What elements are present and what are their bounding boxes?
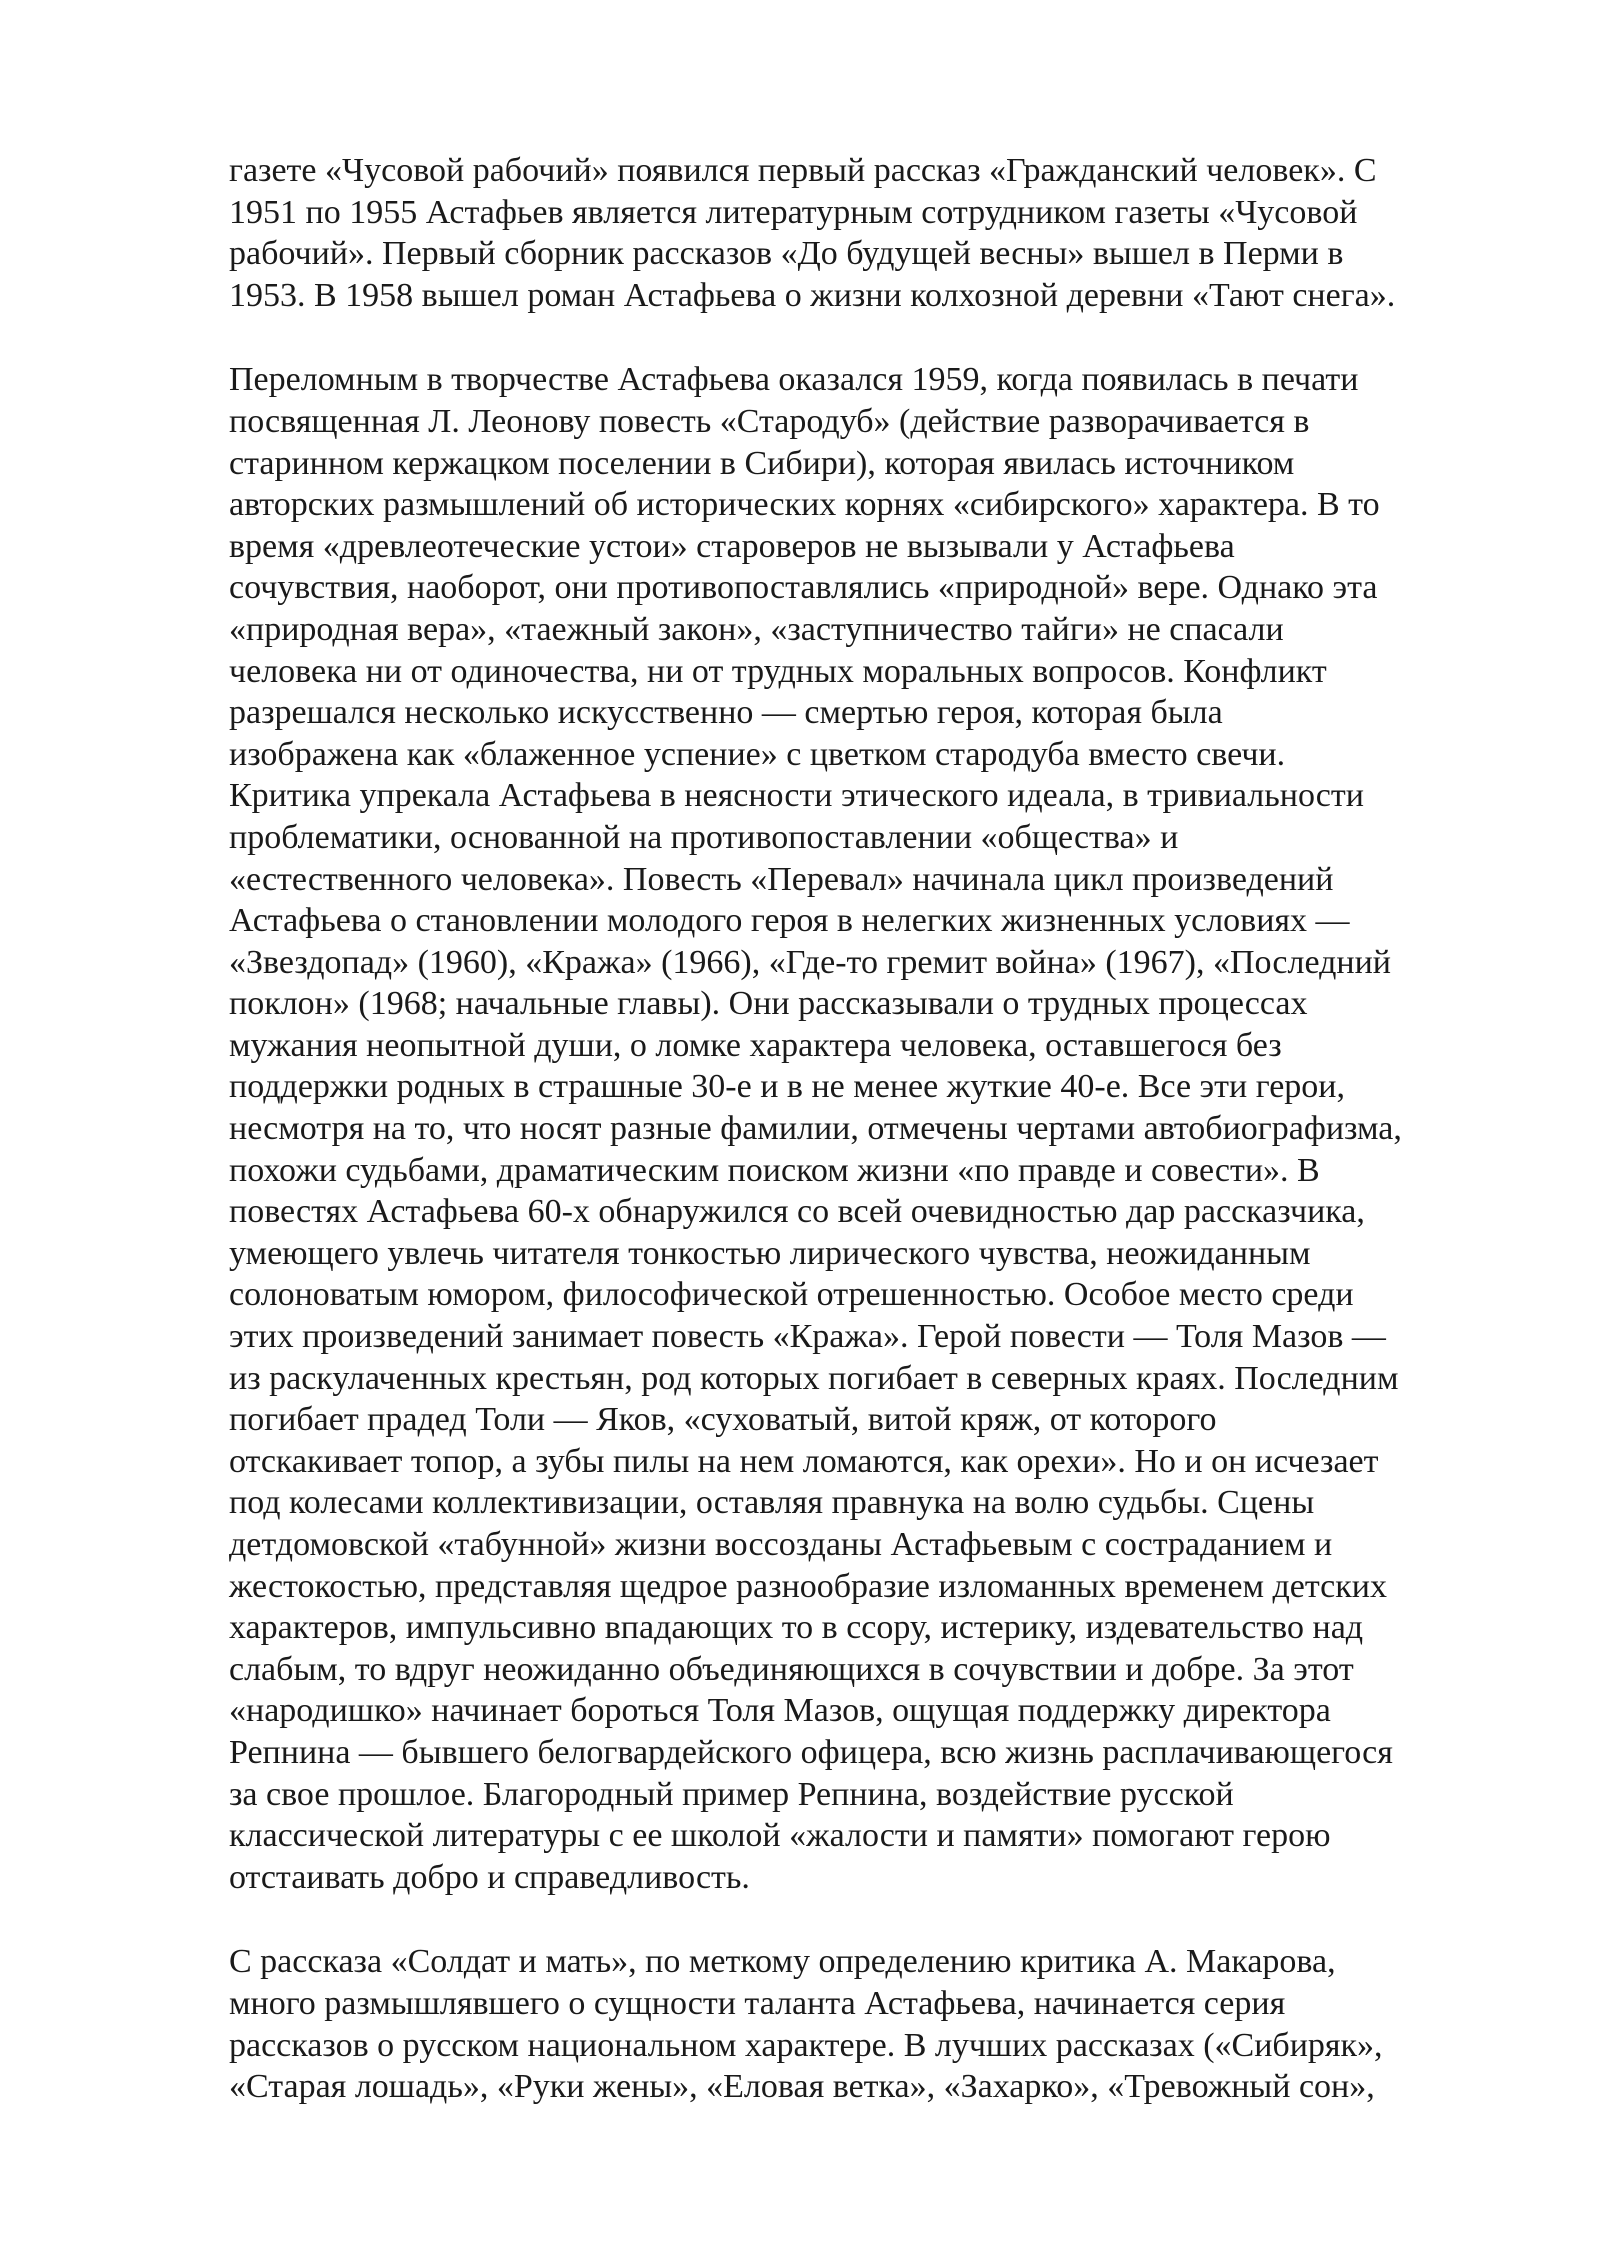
- paragraph-1: газете «Чусовой рабочий» появился первый рассказ «Гражданский человек». С 1951 по 1955 Астафьев является литературным сотрудником газеты «Чусовой рабочий». Первый сборник рассказов «До будущей весны» вышел в Перми в 1953. В 1958 вышел роман Астафьева о жизни колхозной деревни «Тают снега».: [229, 152, 1396, 314]
- paragraph-3: С рассказа «Солдат и мать», по меткому определению критика А. Макарова, много размышлявшего о сущности таланта Астафьева, начинается серия рассказов о русском национальном характере. В лучших рассказах («Сибиряк», «Старая лошадь», «Руки жены», «Еловая ветка», «Захарко», «Тревожный сон»,: [229, 1943, 1383, 2106]
- document-body: [229, 150, 1559, 2108]
- paragraph-2: Переломным в творчестве Астафьева оказался 1959, когда появилась в печати посвященная Л. Леонову повесть «Стародуб» (действие разворачивается в старинном кержацком поселении в Сибири), которая явилась источником авторских размышлений об исторических корнях «сибирского» характера. В то время «древлеотеческие устои» староверов не вызывали у Астафьева сочувствия, наоборот, они противопоставлялись «природной» вере. Однако эта «природная вера», «таежный закон», «заступничество тайги» не спасали человека ни от одиночества, ни от трудных моральных вопросов. Конфликт разрешался несколько искусственно — смертью героя, которая была изображена как «блаженное успение» с цветком стародуба вместо свечи. Критика упрекала Астафьева в неясности этического идеала, в тривиальности проблематики, основанной на противопоставлении «общества» и «естественного человека». Повесть «Перевал» начинала цикл произведений Астафьева о становлении молодого героя в нелегких жизненных условиях — «Звездопад» (1960), «Кража» (1966), «Где-то гремит война» (1967), «Последний поклон» (1968; начальные главы). Они рассказывали о трудных процессах мужания неопытной души, о ломке характера человека, оставшегося без поддержки родных в страшные 30-е и в не менее жуткие 40-е. Все эти герои, несмотря на то, что носят разные фамилии, отмечены чертами автобиографизма, похожи судьбами, драматическим поиском жизни «по правде и совести». В повестях Астафьева 60-х обнаружился со всей очевидностью дар рассказчика, умеющего увлечь читателя тонкостью лирического чувства, неожиданным солоноватым юмором, философической отрешенностью. Особое место среди этих произведений занимает повесть «Кража». Герой повести — Толя Мазов — из раскулаченных крестьян, род которых погибает в северных краях. Последним погибает прадед Толи — Яков, «суховатый, витой кряж, от которого отскакивает топор, а зубы пилы на нем ломаются, как орехи». Но и он исчезает под колесами коллективизации, оставляя правнука на волю судьбы. Сцены детдомовской «табунной» жизни воссозданы Астафьевым с состраданием и жестокостью, представляя щедрое разнообразие изломанных временем детских характеров, импульсивно впадающих то в ссору, истерику, издевательство над слабым, то вдруг неожиданно объединяющихся в сочувствии и добре. За этот «народишко» начинает бороться Толя Мазов, ощущая поддержку директора Репнина — бывшего белогвардейского офицера, всю жизнь расплачивающегося за свое прошлое. Благородный пример Репнина, воздействие русской классической литературы с ее школой «жалости и памяти» помогают герою отстаивать добро и справедливость.: [229, 361, 1402, 1896]
